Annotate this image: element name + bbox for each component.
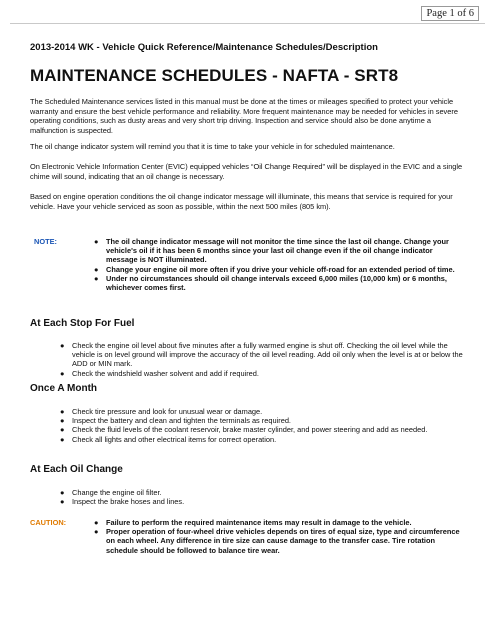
list-item [60, 407, 470, 416]
intro-paragraph-4: Based on engine operation conditions the oil change indicator message will illuminate, this means that service is required for your vehicle. Have your vehicle serviced as soon as possible, within the next 500 miles (805 km). [30, 192, 453, 211]
list-item-text: Check all lights and other electrical items for correct operation. [72, 434, 277, 444]
intro-paragraph-1: The Scheduled Maintenance services listed in this manual must be done at the times or mileages specified to protect your vehicle warranty and ensure the best vehicle performance and reliability. More frequent maintenance may be needed for vehicles in severe operating conditions, such as dusty areas and very short trip driving. Inspection and service should also be done anytime a malfunction is suspected. [30, 97, 458, 135]
bullet-dot-icon: ● [60, 497, 65, 507]
list-item-text: Change the engine oil filter. [72, 488, 162, 497]
bullet-dot-icon: ● [60, 368, 65, 378]
list-item-text: Check tire pressure and look for unusual wear or damage. [72, 407, 263, 416]
note-item [94, 265, 464, 274]
list-item [60, 488, 470, 497]
bullet-dot-icon: ● [60, 407, 65, 416]
note-item-text: The oil change indicator message will not monitor the time since the last oil change. Change your vehicle's oil if it has been 6 months since your last oil change even if the oil change indicator message is NOT illuminated. [106, 237, 449, 265]
list-item [60, 497, 470, 506]
list-item-text: Check the fluid levels of the coolant reservoir, brake master cylinder, and power steering and add as needed. [72, 425, 428, 435]
list-item-text: Check the windshield washer solvent and add if required. [72, 368, 259, 378]
bullet-dot-icon: ● [60, 434, 65, 444]
caution-item-text: Proper operation of four-wheel drive vehicles depends on tires of equal size, type and circumference on each wheel. Any difference in tire size can cause damage to the transfer case. Tire rotation schedule should be followed to balance tire wear. [106, 527, 460, 555]
bullet-dot-icon: ● [94, 264, 99, 274]
section-heading-fuel: At Each Stop For Fuel [30, 318, 135, 329]
fuel-list [60, 341, 470, 378]
caution-item-text: Failure to perform the required maintenance items may result in damage to the vehicle. [106, 518, 412, 527]
list-item [60, 425, 470, 434]
bullet-dot-icon: ● [94, 273, 99, 283]
note-item [94, 237, 464, 265]
bullet-dot-icon: ● [94, 518, 99, 527]
section-heading-oil-change: At Each Oil Change [30, 464, 123, 475]
list-item-text: Inspect the brake hoses and lines. [72, 497, 185, 507]
bullet-dot-icon: ● [60, 488, 65, 497]
note-label: NOTE: [34, 237, 57, 246]
list-item-text: Check the engine oil level about five minutes after a fully warmed engine is shut off. Checking the oil level while the vehicle is on level ground will improve the accuracy of the oil level reading. Add oil only when the level is at or below the ADD or MIN mark. [72, 341, 463, 369]
note-item-text: Under no circumstances should oil change intervals exceed 6,000 miles (10,000 km) or 6 months, whichever comes first. [106, 273, 447, 293]
note-item-text: Change your engine oil more often if you drive your vehicle off-road for an extended period of time. [106, 264, 455, 274]
caution-label: CAUTION: [30, 518, 67, 527]
list-item [60, 435, 470, 444]
intro-paragraph-2: The oil change indicator system will remind you that it is time to take your vehicle in for scheduled maintenance. [30, 142, 395, 151]
list-item [60, 341, 470, 369]
document-title: 2013-2014 WK - Vehicle Quick Reference/Maintenance Schedules/Description [30, 42, 378, 53]
caution-item [94, 527, 464, 555]
list-item [60, 369, 470, 378]
month-list [60, 407, 470, 444]
bullet-dot-icon: ● [60, 341, 65, 350]
list-item-text: Inspect the battery and clean and tighten the terminals as required. [72, 416, 291, 426]
bullet-dot-icon: ● [60, 425, 65, 435]
page-number: Page 1 of 6 [421, 6, 479, 21]
bullet-dot-icon: ● [60, 416, 65, 426]
caution-item [94, 518, 464, 527]
list-item [60, 416, 470, 425]
section-heading-month: Once A Month [30, 383, 98, 394]
caution-list [94, 518, 464, 555]
header-divider [10, 23, 485, 24]
bullet-dot-icon: ● [94, 527, 99, 537]
page-title: MAINTENANCE SCHEDULES - NAFTA - SRT8 [30, 66, 399, 85]
bullet-dot-icon: ● [94, 237, 99, 246]
note-list [94, 237, 464, 292]
oil-change-list [60, 488, 470, 506]
note-item [94, 274, 464, 292]
intro-paragraph-3: On Electronic Vehicle Information Center (EVIC) equipped vehicles “Oil Change Required” will be displayed in the EVIC and a single chime will sound, indicating that an oil change is necessary. [30, 162, 463, 181]
